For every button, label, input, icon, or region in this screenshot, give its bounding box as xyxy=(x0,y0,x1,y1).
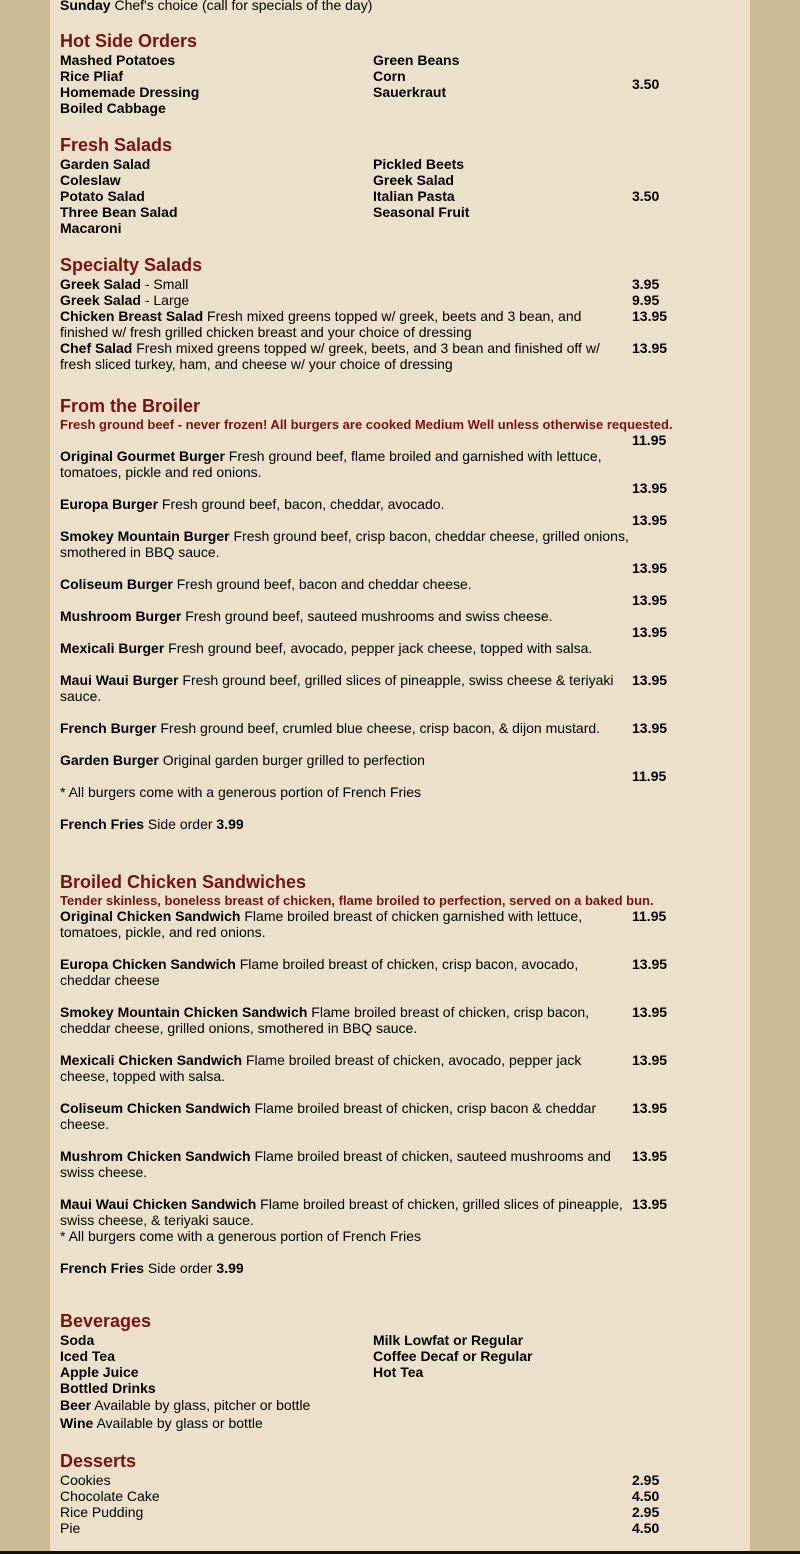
burger-item xyxy=(60,448,632,480)
wine-name: Wine xyxy=(60,1415,94,1431)
dessert-item: Pie xyxy=(60,1520,81,1536)
burger-item xyxy=(60,576,632,592)
chicken-footnote: * All burgers come with a generous portion of French Fries xyxy=(60,1228,422,1244)
item-desc: Flame broiled breast of chicken garnished with lettuce, tomatoes, pickle, and red onions. xyxy=(60,908,583,940)
item-desc: Fresh ground beef, avocado, pepper jack cheese, topped with salsa. xyxy=(164,640,593,656)
beverage-item: Milk Lowfat or Regular xyxy=(373,1332,524,1348)
specialty-item xyxy=(60,276,632,292)
hot-side-title: Hot Side Orders xyxy=(60,31,198,51)
item-desc: Flame broiled breast of chicken, avocado, pepper jack cheese, topped with salsa. xyxy=(60,1052,582,1084)
beverages-title: Beverages xyxy=(60,1311,152,1331)
item-name: Maui Waui Chicken Sandwich xyxy=(60,1196,257,1212)
burger-item xyxy=(60,608,632,624)
item-name: Europa Chicken Sandwich xyxy=(60,956,236,972)
chicken-item xyxy=(60,1196,632,1228)
item-name: Garden Burger xyxy=(60,752,159,768)
item-name: Mexicali Burger xyxy=(60,640,165,656)
burger-item xyxy=(60,640,632,656)
desserts-title: Desserts xyxy=(60,1451,137,1471)
chicken-price: 13.95 xyxy=(632,1052,668,1068)
dessert-item: Chocolate Cake xyxy=(60,1488,160,1504)
fries-label: Side order xyxy=(144,816,217,832)
chicken-price: 13.95 xyxy=(632,1100,668,1116)
fries-price: 3.99 xyxy=(216,816,244,832)
menu-page xyxy=(50,0,750,1551)
hot-side-item: Sauerkraut xyxy=(373,84,447,100)
beverage-item: Soda xyxy=(60,1332,95,1348)
specialty-item xyxy=(60,292,632,308)
burger-price: 13.95 xyxy=(632,512,668,528)
item-name: Greek Salad xyxy=(60,276,141,292)
chicken-title: Broiled Chicken Sandwiches xyxy=(60,872,307,892)
hot-side-item: Homemade Dressing xyxy=(60,84,200,100)
sunday-line xyxy=(60,0,372,13)
item-desc: Fresh ground beef, crisp bacon, cheddar cheese, grilled onions, smothered in BBQ sauce. xyxy=(60,528,629,560)
item-desc: Flame broiled breast of chicken, sauteed mushrooms and swiss cheese. xyxy=(60,1148,611,1180)
item-name: Smokey Mountain Burger xyxy=(60,528,230,544)
item-desc: Fresh ground beef, grilled slices of pineapple, swiss cheese & teriyaki sauce. xyxy=(60,672,614,704)
sunday-day: Sunday xyxy=(60,0,111,13)
item-name: Coliseum Burger xyxy=(60,576,173,592)
item-name: Original Chicken Sandwich xyxy=(60,908,241,924)
item-name: Maui Waui Burger xyxy=(60,672,179,688)
fries-name: French Fries xyxy=(60,1260,145,1276)
burger-price: 13.95 xyxy=(632,624,668,640)
item-desc: Fresh mixed greens topped w/ greek, beets and 3 bean, and finished w/ fresh grilled chicken breast and your choice of dressing xyxy=(60,308,582,340)
item-desc: Fresh ground beef, sauteed mushrooms and swiss cheese. xyxy=(181,608,553,624)
broiler-note: Fresh ground beef - never frozen! All burgers are cooked Medium Well unless otherwise requested. xyxy=(60,417,673,432)
item-name: Chef Salad xyxy=(60,340,133,356)
item-desc: Flame broiled breast of chicken, grilled slices of pineapple, swiss cheese, & teriyaki sauce. xyxy=(60,1196,623,1228)
wine-desc: Available by glass or bottle xyxy=(93,1415,263,1431)
item-name: French Burger xyxy=(60,720,157,736)
broiler-title: From the Broiler xyxy=(60,396,201,416)
item-name: Mushroom Burger xyxy=(60,608,182,624)
chicken-item xyxy=(60,1100,632,1132)
hot-side-item: Boiled Cabbage xyxy=(60,100,166,116)
fresh-salad-item: Three Bean Salad xyxy=(60,204,178,220)
burger-price: 11.95 xyxy=(632,768,667,784)
fresh-salads-title: Fresh Salads xyxy=(60,135,173,155)
beverage-item: Bottled Drinks xyxy=(60,1380,156,1396)
burger-item xyxy=(60,752,632,768)
item-name: Coliseum Chicken Sandwich xyxy=(60,1100,251,1116)
burger-footnote: * All burgers come with a generous portion of French Fries xyxy=(60,784,422,800)
item-desc: Fresh mixed greens topped w/ greek, beets, and 3 bean and finished off w/ fresh sliced turkey, ham, and cheese w/ your choice of dressing xyxy=(60,340,600,372)
beverage-item: Apple Juice xyxy=(60,1364,139,1380)
chicken-price: 13.95 xyxy=(632,956,668,972)
fries-price: 3.99 xyxy=(216,1260,244,1276)
chicken-price: 13.95 xyxy=(632,1004,668,1020)
burger-fries-line xyxy=(60,816,244,832)
beverage-item: Hot Tea xyxy=(373,1364,424,1380)
chicken-item xyxy=(60,956,632,988)
sunday-text: Chef's choice (call for specials of the day) xyxy=(114,0,373,13)
chicken-item xyxy=(60,908,632,940)
hot-side-item: Mashed Potatoes xyxy=(60,52,176,68)
specialty-price: 9.95 xyxy=(632,292,660,308)
beverage-item: Iced Tea xyxy=(60,1348,115,1364)
fresh-salad-item: Macaroni xyxy=(60,220,122,236)
beverage-item: Coffee Decaf or Regular xyxy=(373,1348,533,1364)
item-desc: - Large xyxy=(140,292,190,308)
specialty-price: 13.95 xyxy=(632,340,668,356)
burger-item xyxy=(60,528,632,560)
chicken-price: 11.95 xyxy=(632,908,667,924)
fresh-salad-item: Coleslaw xyxy=(60,172,121,188)
item-name: Europa Burger xyxy=(60,496,159,512)
wine-line xyxy=(60,1415,263,1431)
item-name: Mushrom Chicken Sandwich xyxy=(60,1148,251,1164)
dessert-price: 4.50 xyxy=(632,1520,660,1536)
item-desc: Flame broiled breast of chicken, crisp bacon, cheddar cheese, grilled onions, smothered in BBQ sauce. xyxy=(60,1004,590,1036)
chicken-note: Tender skinless, boneless breast of chicken, flame broiled to perfection, served on a baked bun. xyxy=(60,893,654,908)
item-name: Original Gourmet Burger xyxy=(60,448,225,464)
dessert-item: Rice Pudding xyxy=(60,1504,144,1520)
fries-name: French Fries xyxy=(60,816,145,832)
dessert-price: 2.95 xyxy=(632,1472,660,1488)
hot-side-price: 3.50 xyxy=(632,76,660,92)
specialty-item xyxy=(60,340,632,372)
chicken-fries-line xyxy=(60,1260,244,1276)
burger-price: 11.95 xyxy=(632,432,667,448)
specialty-title: Specialty Salads xyxy=(60,255,203,275)
item-desc: Flame broiled breast of chicken, crisp bacon & cheddar cheese. xyxy=(60,1100,597,1132)
burger-item xyxy=(60,496,632,512)
fresh-salad-item: Pickled Beets xyxy=(373,156,465,172)
chicken-item xyxy=(60,1004,632,1036)
item-name: Greek Salad xyxy=(60,292,141,308)
fresh-salad-item: Garden Salad xyxy=(60,156,151,172)
beer-line xyxy=(60,1397,310,1413)
item-name: Chicken Breast Salad xyxy=(60,308,204,324)
burger-price: 13.95 xyxy=(632,560,668,576)
fresh-salad-item: Seasonal Fruit xyxy=(373,204,470,220)
specialty-price: 3.95 xyxy=(632,276,660,292)
fresh-salad-item: Potato Salad xyxy=(60,188,145,204)
hot-side-item: Rice Pliaf xyxy=(60,68,124,84)
item-desc: Fresh ground beef, flame broiled and garnished with lettuce, tomatoes, pickle and red onions. xyxy=(60,448,602,480)
fries-label: Side order xyxy=(144,1260,217,1276)
item-desc: Fresh ground beef, crumled blue cheese, crisp bacon, & dijon mustard. xyxy=(156,720,601,736)
item-desc: Fresh ground beef, bacon and cheddar cheese. xyxy=(172,576,472,592)
dessert-price: 4.50 xyxy=(632,1488,660,1504)
burger-price: 13.95 xyxy=(632,480,668,496)
fresh-salad-item: Italian Pasta xyxy=(373,188,455,204)
hot-side-item: Corn xyxy=(373,68,406,84)
burger-price: 13.95 xyxy=(632,720,668,736)
fresh-salads-price: 3.50 xyxy=(632,188,660,204)
burger-item xyxy=(60,672,632,704)
hot-side-item: Green Beans xyxy=(373,52,460,68)
item-desc: Flame broiled breast of chicken, crisp bacon, avocado, cheddar cheese xyxy=(60,956,579,988)
item-name: Smokey Mountain Chicken Sandwich xyxy=(60,1004,308,1020)
fresh-salad-item: Greek Salad xyxy=(373,172,454,188)
beer-desc: Available by glass, pitcher or bottle xyxy=(91,1397,311,1413)
burger-item xyxy=(60,720,632,736)
item-desc: Original garden burger grilled to perfection xyxy=(158,752,425,768)
dessert-item: Cookies xyxy=(60,1472,111,1488)
chicken-price: 13.95 xyxy=(632,1148,668,1164)
item-desc: Fresh ground beef, bacon, cheddar, avocado. xyxy=(158,496,445,512)
beer-name: Beer xyxy=(60,1397,92,1413)
specialty-item xyxy=(60,308,632,340)
chicken-item xyxy=(60,1148,632,1180)
dessert-price: 2.95 xyxy=(632,1504,660,1520)
chicken-item xyxy=(60,1052,632,1084)
burger-price: 13.95 xyxy=(632,672,668,688)
specialty-price: 13.95 xyxy=(632,308,668,324)
item-desc: - Small xyxy=(140,276,189,292)
item-name: Mexicali Chicken Sandwich xyxy=(60,1052,243,1068)
burger-price: 13.95 xyxy=(632,592,668,608)
chicken-price: 13.95 xyxy=(632,1196,668,1212)
